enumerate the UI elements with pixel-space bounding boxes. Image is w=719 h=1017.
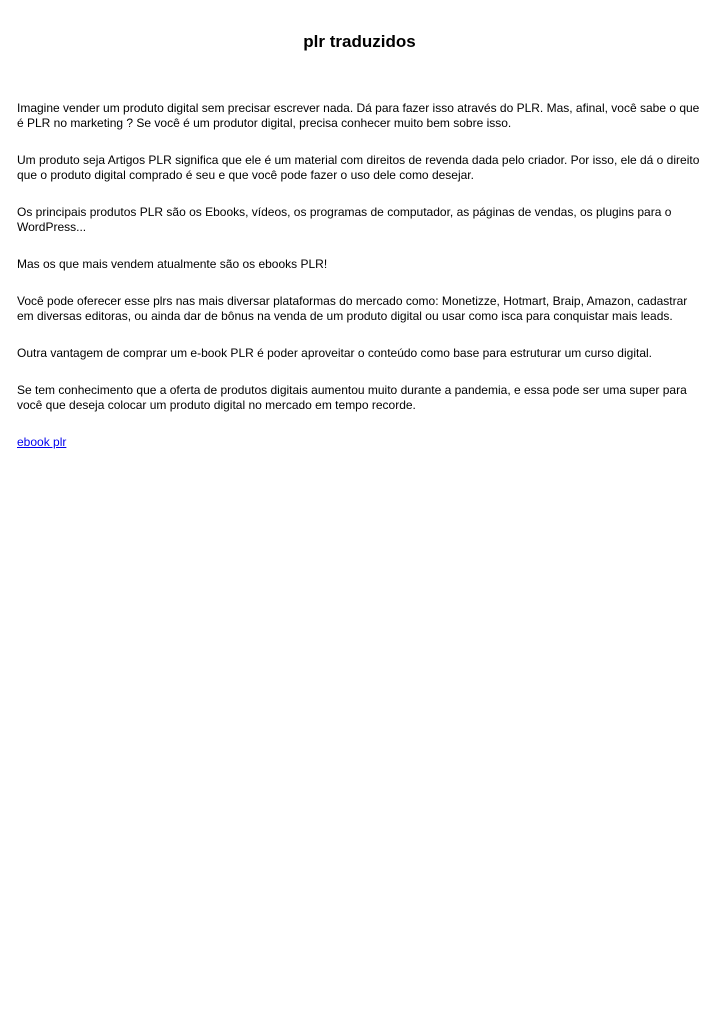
paragraph-platforms: Você pode oferecer esse plrs nas mais diversar plataformas do mercado como: Monetizze, Hotmart, Braip, Amazon, cadastrar em diversas editoras, ou ainda dar de bônus na venda de um produto digital ou usar como isca para conquistar mais leads.	[17, 294, 688, 323]
paragraph-products: Os principais produtos PLR são os Ebooks, vídeos, os programas de computador, as páginas de vendas, os plugins para o WordPress...	[17, 205, 672, 234]
paragraph-bestsellers: Mas os que mais vendem atualmente são os ebooks PLR!	[17, 257, 328, 271]
link-paragraph	[17, 435, 702, 450]
page-title: plr traduzidos	[303, 32, 416, 51]
paragraph-course: Outra vantagem de comprar um e-book PLR é poder aproveitar o conteúdo como base para estruturar um curso digital.	[17, 346, 652, 360]
paragraph-pandemic: Se tem conhecimento que a oferta de produtos digitais aumentou muito durante a pandemia, e essa pode ser uma super para você que deseja colocar um produto digital no mercado em tempo recorde.	[17, 383, 687, 412]
paragraph-intro: Imagine vender um produto digital sem precisar escrever nada. Dá para fazer isso através do PLR. Mas, afinal, você sabe o que é PLR no marketing ? Se você é um produtor digital, precisa conhecer muito bem sobre isso.	[17, 101, 700, 130]
ebook-plr-link[interactable]: ebook plr	[17, 435, 67, 449]
document-body	[17, 101, 702, 450]
paragraph-definition: Um produto seja Artigos PLR significa que ele é um material com direitos de revenda dada pelo criador. Por isso, ele dá o direito que o produto digital comprado é seu e que você pode fazer o uso dele como desejar.	[17, 153, 700, 182]
